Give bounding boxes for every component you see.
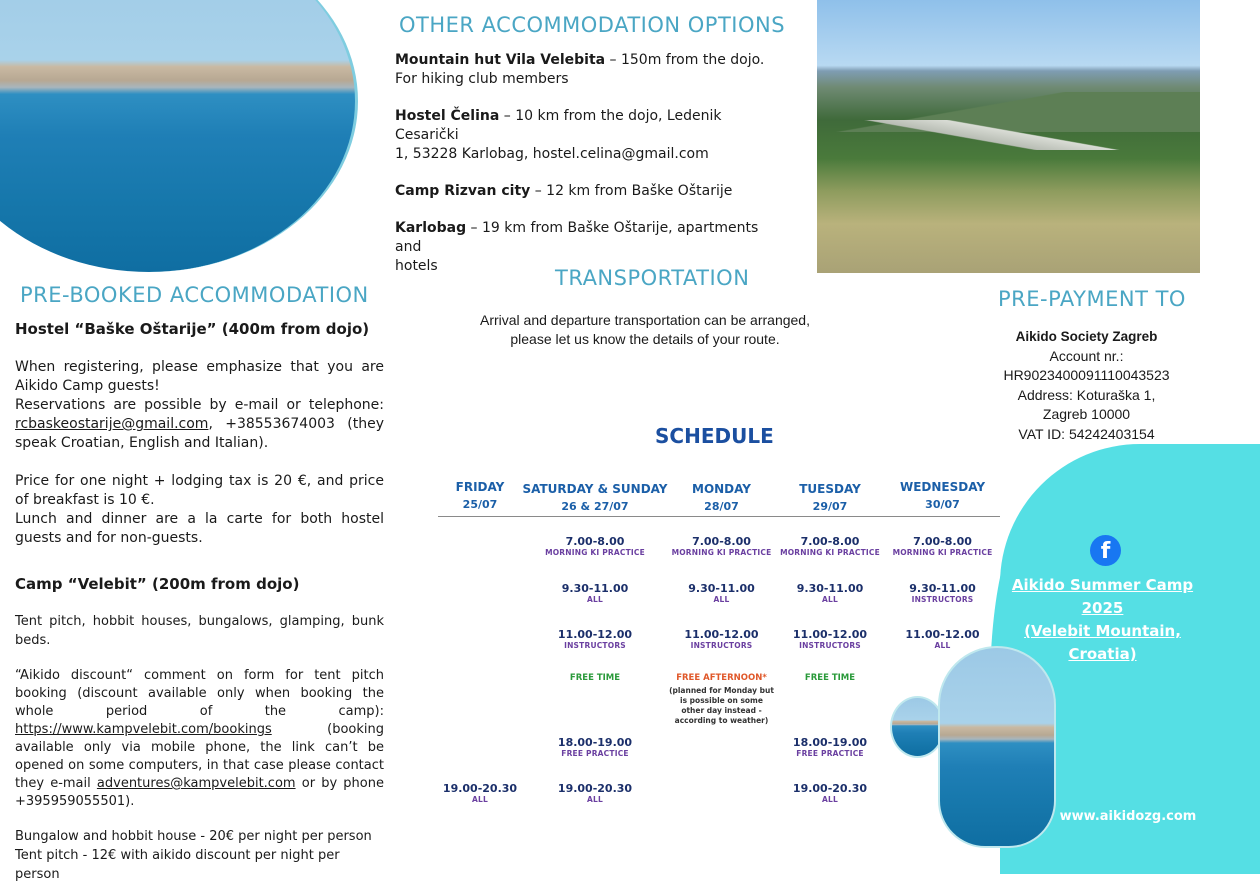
mountain-photo (817, 0, 1200, 273)
camp-p2-text: “Aikido discount“ comment on form for tent pitch booking (discount available only when booking the whole period of the camp): (15, 668, 384, 719)
small-sea-photo (890, 696, 945, 758)
transportation-line-1: Arrival and departure transportation can be arranged, (480, 312, 810, 328)
slot-night-tue: 19.00-20.30 ALL (792, 782, 868, 804)
day-saturday-sunday: SATURDAY & SUNDAY 26 & 27/07 (522, 482, 668, 513)
camp-p1: Tent pitch, hobbit houses, bungalows, glamping, bunk beds. (15, 614, 384, 648)
accommodation-detail: – 19 km from Baške Oštarije, apartments and (395, 220, 759, 255)
camp-p2-text-2: (booking available only via mobile phone, the link can’t be opened on some computers, in that case please contact they e-mail (15, 722, 384, 791)
slot-mid-sat: 9.30-11.00 ALL (561, 582, 629, 604)
camp-email-link[interactable]: adventures@kampvelebit.com (96, 776, 296, 791)
schedule-header (438, 479, 1000, 517)
facebook-line-3: (Velebit Mountain, (1024, 622, 1181, 640)
prepayment-org: Aikido Society Zagreb (1015, 329, 1158, 344)
accommodation-detail: – 12 km from Baške Oštarije (530, 183, 733, 199)
accommodation-name: Hostel Čelina (395, 108, 500, 124)
camp-price-2: Tent pitch - 12€ with aikido discount per night per person (15, 848, 340, 882)
prebooked-title: PRE-BOOKED ACCOMMODATION (20, 283, 369, 307)
camp-title: Camp “Velebit” (200m from dojo) (15, 575, 300, 593)
accommodation-detail-2: hotels (395, 258, 438, 274)
accommodation-name: Mountain hut Vila Velebita (395, 52, 606, 68)
accommodation-detail-2: For hiking club members (395, 71, 569, 87)
prepayment-vat: VAT ID: 54242403154 (1018, 425, 1155, 442)
accommodation-item (395, 182, 775, 201)
accommodation-item (395, 51, 775, 89)
accommodation-item (395, 107, 775, 164)
transportation-text (440, 311, 850, 349)
hostel-price: Price for one night + lodging tax is 20 €, and price of breakfast is 10 €. (15, 473, 384, 508)
day-tuesday: TUESDAY 29/07 (799, 482, 861, 513)
camp-p2-text-3: or by phone +395959055501). (15, 776, 384, 809)
slot-mid-wed: 9.30-11.00 INSTRUCTORS (909, 582, 976, 604)
website-link[interactable]: www.aikidozg.com (1059, 809, 1197, 824)
slot-late-tue: 11.00-12.00 INSTRUCTORS (792, 628, 868, 650)
slot-morning-wed: 7.00-8.00 MORNING KI PRACTICE (892, 535, 993, 557)
facebook-line-2: 2025 (1081, 599, 1124, 617)
prebooked-section (15, 320, 384, 884)
hostel-title: Hostel “Baške Oštarije” (400m from dojo) (15, 320, 370, 338)
slot-morning-tue: 7.00-8.00 MORNING KI PRACTICE (780, 535, 880, 557)
slot-evening-tue: 18.00-19.00 FREE PRACTICE (792, 736, 868, 758)
hostel-meals: Lunch and dinner are a la carte for both hostel guests and for non-guests. (15, 511, 384, 546)
transportation-title: TRANSPORTATION (555, 266, 750, 290)
slot-night-fri: 19.00-20.30 ALL (442, 782, 518, 804)
accommodation-name: Karlobag (395, 220, 467, 236)
sea-photo (0, 0, 358, 272)
slot-free-time-sat: FREE TIME (569, 673, 621, 683)
prepayment-details (985, 327, 1188, 444)
hostel-p2-text: Reservations are possible by e-mail or telephone: (15, 397, 384, 413)
accommodation-name: Camp Rizvan city (395, 183, 531, 199)
accommodation-detail-2: 1, 53228 Karlobag, hostel.celina@gmail.com (395, 146, 709, 162)
slot-morning-mon: 7.00-8.00 MORNING KI PRACTICE (671, 535, 772, 557)
facebook-line-1: Aikido Summer Camp (1011, 576, 1194, 594)
schedule-title: SCHEDULE (655, 424, 774, 448)
hostel-p2 (15, 396, 384, 453)
prepayment-iban: HR9023400091110043523 (1003, 367, 1170, 383)
facebook-line-4: Croatia) (1068, 645, 1137, 663)
slot-evening-sat: 18.00-19.00 FREE PRACTICE (557, 736, 633, 758)
hostel-p2-text-2: , +38553674003 (they speak Croatian, English and Italian). (15, 416, 384, 451)
other-accommodation-list (395, 51, 775, 276)
accommodation-detail: – 150m from the dojo. (605, 52, 765, 68)
facebook-icon[interactable]: f (1090, 535, 1121, 566)
transportation-line-2: please let us know the details of your route. (510, 331, 780, 347)
prepayment-account-label: Account nr.: (1049, 347, 1124, 364)
camp-p2 (15, 667, 384, 811)
accommodation-detail: – 10 km from the dojo, Ledenik Cesarički (395, 108, 722, 143)
prepayment-address-1: Address: Koturaška 1, (1017, 386, 1156, 403)
slot-late-mon: 11.00-12.00 INSTRUCTORS (684, 628, 759, 650)
other-accommodation-title: OTHER ACCOMMODATION OPTIONS (399, 13, 786, 37)
prepayment-title: PRE-PAYMENT TO (998, 287, 1186, 311)
slot-mid-mon: 9.30-11.00 ALL (688, 582, 755, 604)
slot-morning-sat: 7.00-8.00 MORNING KI PRACTICE (545, 535, 645, 557)
hostel-email-link[interactable]: rcbaskeostarije@gmail.com (15, 416, 209, 432)
day-monday: MONDAY 28/07 (692, 482, 751, 513)
slot-late-wed: 11.00-12.00 ALL (905, 628, 980, 650)
camp-price-1: Bungalow and hobbit house - 20€ per night per person (15, 829, 372, 844)
day-friday: FRIDAY 25/07 (455, 480, 505, 511)
slot-mid-tue: 9.30-11.00 ALL (796, 582, 864, 604)
slot-free-afternoon-mon: FREE AFTERNOON* (planned for Monday but is possible on some other day instead - according to weather) (669, 673, 774, 725)
slot-free-time-tue: FREE TIME (804, 673, 856, 683)
hostel-p1: When registering, please emphasize that you are Aikido Camp guests! (15, 359, 384, 394)
slot-night-sat: 19.00-20.30 ALL (557, 782, 633, 804)
day-wednesday: WEDNESDAY 30/07 (899, 480, 986, 511)
slot-late-sat: 11.00-12.00 INSTRUCTORS (557, 628, 633, 650)
prepayment-address-2: Zagreb 10000 (1042, 406, 1131, 422)
facebook-camp-link[interactable] (1005, 574, 1200, 666)
large-sea-photo (938, 646, 1056, 848)
camp-booking-link[interactable]: https://www.kampvelebit.com/bookings (15, 722, 272, 737)
